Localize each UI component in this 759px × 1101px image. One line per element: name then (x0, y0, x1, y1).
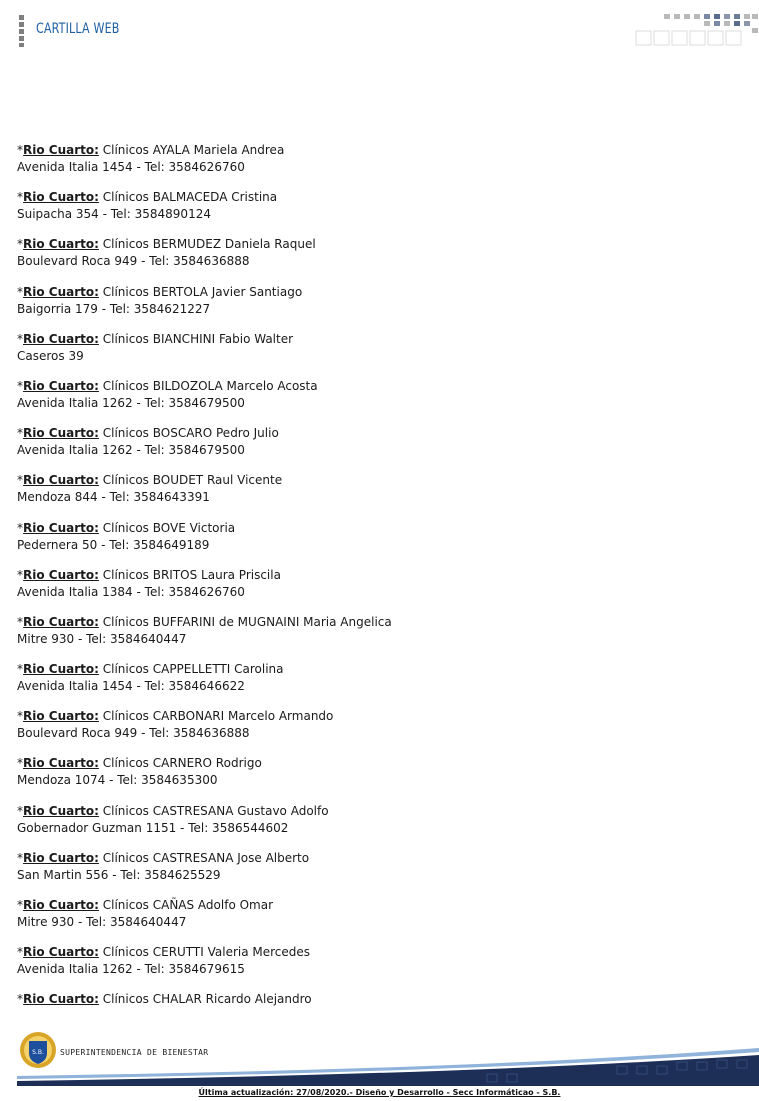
entry-prefix: * (17, 520, 23, 535)
entry-prefix: * (17, 992, 23, 1007)
provider-address: Mitre 930 - Tel: 3584640447 (17, 915, 187, 929)
city-label: Rio Cuarto: (23, 945, 99, 960)
provider-name: Clínicos CARNERO Rodrigo (98, 756, 262, 771)
city-label: Rio Cuarto: (23, 709, 99, 724)
provider-entry (17, 472, 737, 519)
footer-organization-name: SUPERINTENDENCIA DE BIENESTAR (60, 1048, 209, 1057)
entry-prefix: * (17, 190, 23, 205)
entry-prefix: * (17, 898, 23, 912)
provider-list (17, 142, 737, 1039)
entry-prefix: * (17, 850, 23, 865)
provider-entry (17, 708, 737, 755)
provider-name: Clínicos BOSCARO Pedro Julio (98, 426, 279, 441)
provider-address: Suipacha 354 - Tel: 3584890124 (17, 207, 211, 222)
provider-name: Clínicos BOUDET Raul Vicente (98, 473, 283, 488)
entry-prefix: * (17, 331, 23, 346)
city-label: Rio Cuarto: (23, 662, 99, 677)
entry-prefix: * (17, 756, 23, 771)
provider-entry (17, 331, 737, 378)
provider-line (17, 472, 737, 489)
provider-entry (17, 614, 737, 661)
provider-name: Clínicos CARBONARI Marcelo Armando (98, 709, 334, 724)
city-label: Rio Cuarto: (23, 190, 99, 205)
city-label: Rio Cuarto: (23, 378, 99, 393)
provider-name: Clínicos BALMACEDA Cristina (98, 190, 278, 205)
provider-name: Clínicos BRITOS Laura Priscila (98, 567, 281, 582)
provider-entry (17, 567, 737, 614)
provider-entry (17, 944, 737, 991)
header-grid-decoration (634, 12, 759, 48)
provider-address: Avenida Italia 1384 - Tel: 3584626760 (17, 584, 245, 599)
page-header (0, 0, 759, 60)
city-label: Rio Cuarto: (23, 567, 99, 582)
provider-line (17, 425, 737, 442)
provider-address: San Martin 556 - Tel: 3584625529 (17, 867, 221, 882)
provider-address: Gobernador Guzman 1151 - Tel: 3586544602 (17, 820, 289, 835)
provider-name: Clínicos BUFFARINI de MUGNAINI Maria Angelica (98, 614, 392, 629)
provider-entry (17, 520, 737, 567)
provider-line (17, 991, 737, 1008)
city-label: Rio Cuarto: (23, 756, 99, 771)
provider-line (17, 944, 737, 961)
page-footer (0, 1028, 759, 1101)
provider-entry (17, 284, 737, 331)
provider-address: Mitre 930 - Tel: 3584640447 (17, 631, 187, 646)
provider-line (17, 755, 737, 772)
city-label: Rio Cuarto: (23, 850, 99, 865)
header-marker-bar (19, 15, 24, 47)
provider-address: Avenida Italia 1262 - Tel: 3584679500 (17, 443, 245, 458)
city-label: Rio Cuarto: (23, 426, 99, 441)
provider-line (17, 331, 737, 348)
provider-entry (17, 142, 737, 189)
provider-address: Avenida Italia 1454 - Tel: 3584646622 (17, 679, 245, 694)
provider-name: Clínicos CASTRESANA Jose Alberto (98, 850, 310, 865)
provider-entry (17, 850, 737, 897)
provider-entry (17, 236, 737, 283)
provider-address: Baigorria 179 - Tel: 3584621227 (17, 301, 211, 316)
provider-entry (17, 189, 737, 236)
provider-address: Avenida Italia 1262 - Tel: 3584679500 (17, 395, 245, 410)
city-label: Rio Cuarto: (23, 473, 99, 488)
provider-entry (17, 425, 737, 472)
city-label: Rio Cuarto: (23, 614, 99, 629)
entry-prefix: * (17, 803, 23, 818)
institution-emblem (19, 1031, 57, 1069)
last-update-note: Última actualización: 27/08/2020.- Diseño y Desarrollo - Secc Informáticao - S.B. (198, 1088, 561, 1097)
entry-prefix: * (17, 709, 23, 724)
provider-name: Clínicos BERTOLA Javier Santiago (98, 284, 303, 299)
svg-text:S.B.: S.B. (32, 1049, 44, 1056)
provider-line (17, 567, 737, 584)
provider-entry (17, 803, 737, 850)
city-label: Rio Cuarto: (23, 992, 99, 1007)
entry-prefix: * (17, 662, 23, 677)
provider-address: Pedernera 50 - Tel: 3584649189 (17, 537, 210, 552)
city-label: Rio Cuarto: (23, 284, 99, 299)
entry-prefix: * (17, 143, 23, 157)
provider-name: Clínicos BOVE Victoria (98, 520, 236, 535)
entry-prefix: * (17, 473, 23, 488)
provider-line (17, 142, 737, 159)
provider-line (17, 897, 737, 914)
provider-address: Mendoza 1074 - Tel: 3584635300 (17, 773, 218, 788)
provider-name: Clínicos BIANCHINI Fabio Walter (98, 331, 294, 346)
provider-line (17, 236, 737, 253)
provider-entry (17, 378, 737, 425)
provider-name: Clínicos CERUTTI Valeria Mercedes (98, 945, 311, 960)
city-label: Rio Cuarto: (23, 331, 99, 346)
city-label: Rio Cuarto: (23, 237, 99, 252)
provider-address: Caseros 39 (17, 348, 84, 363)
entry-prefix: * (17, 378, 23, 393)
provider-name: Clínicos CHALAR Ricardo Alejandro (98, 992, 312, 1007)
provider-line (17, 661, 737, 678)
provider-name: Clínicos CAÑAS Adolfo Omar (98, 898, 274, 912)
city-label: Rio Cuarto: (23, 803, 99, 818)
provider-name: Clínicos BERMUDEZ Daniela Raquel (98, 237, 316, 252)
entry-prefix: * (17, 567, 23, 582)
provider-line (17, 520, 737, 537)
provider-address: Mendoza 844 - Tel: 3584643391 (17, 490, 210, 505)
provider-address: Avenida Italia 1262 - Tel: 3584679615 (17, 962, 245, 977)
provider-address: Boulevard Roca 949 - Tel: 3584636888 (17, 254, 250, 269)
page-title: CARTILLA WEB (36, 21, 120, 37)
provider-entry (17, 755, 737, 802)
provider-name: Clínicos AYALA Mariela Andrea (98, 143, 285, 157)
provider-name: Clínicos CASTRESANA Gustavo Adolfo (98, 803, 329, 818)
entry-prefix: * (17, 284, 23, 299)
provider-address: Boulevard Roca 949 - Tel: 3584636888 (17, 726, 250, 741)
provider-line (17, 708, 737, 725)
footer-wave-band (17, 1038, 759, 1086)
entry-prefix: * (17, 426, 23, 441)
provider-line (17, 189, 737, 206)
provider-line (17, 284, 737, 301)
city-label: Rio Cuarto: (23, 898, 99, 912)
provider-line (17, 850, 737, 867)
provider-line (17, 378, 737, 395)
city-label: Rio Cuarto: (23, 143, 99, 157)
city-label: Rio Cuarto: (23, 520, 99, 535)
provider-line (17, 614, 737, 631)
entry-prefix: * (17, 237, 23, 252)
provider-name: Clínicos BILDOZOLA Marcelo Acosta (98, 378, 318, 393)
entry-prefix: * (17, 614, 23, 629)
provider-address: Avenida Italia 1454 - Tel: 3584626760 (17, 160, 245, 174)
provider-entry (17, 897, 737, 944)
provider-line (17, 803, 737, 820)
provider-name: Clínicos CAPPELLETTI Carolina (98, 662, 284, 677)
entry-prefix: * (17, 945, 23, 960)
provider-entry (17, 661, 737, 708)
